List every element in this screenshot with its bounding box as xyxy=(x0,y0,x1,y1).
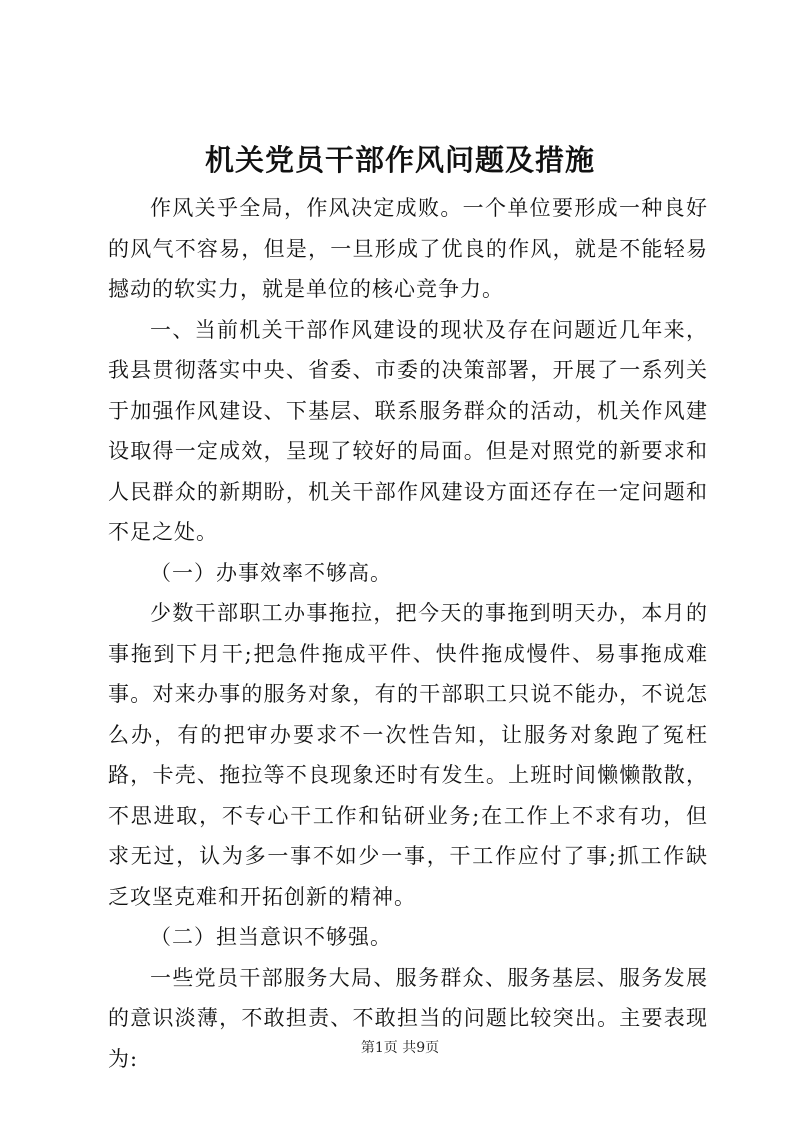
page-footer: 第1页 共9页 xyxy=(360,1040,440,1056)
efficiency-paragraph: 少数干部职工办事拖拉，把今天的事拖到明天办，本月的事拖到下月干;把急件拖成平件、快件拖成慢件、易事拖成难事。对来办事的服务对象，有的干部职工只说不能办，不说怎么办，有的把审办要求不一次性告知，让服务对象跑了冤枉路，卡壳、拖拉等不良现象还时有发生。上班时间懒懒散散，不思进取，不专心干工作和钻研业务;在工作上不求有功，但求无过，认为多一事不如少一事，干工作应付了事;抓工作缺乏攻坚克难和开拓创新的精神。 xyxy=(108,601,708,909)
document-title: 机关党员干部作风问题及措施 xyxy=(204,143,595,177)
responsibility-paragraph: 一些党员干部服务大局、服务群众、服务基层、服务发展的意识淡薄，不敢担责、不敢担当的问题比较突出。主要表现为: xyxy=(108,965,708,1071)
subheading-responsibility: （二）担当意识不够强。 xyxy=(150,925,392,949)
subheading-efficiency: （一）办事效率不够高。 xyxy=(150,560,392,585)
intro-paragraph: 作风关乎全局，作风决定成败。一个单位要形成一种良好的风气不容易，但是，一旦形成了优良的作风，就是不能轻易撼动的软实力，就是单位的核心竞争力。 xyxy=(108,196,708,301)
section-one-paragraph: 一、当前机关干部作风建设的现状及存在问题近几年来，我县贯彻落实中央、省委、市委的决策部署，开展了一系列关于加强作风建设、下基层、联系服务群众的活动，机关作风建设取得一定成效，呈现了较好的局面。但是对照党的新要求和人民群众的新期盼，机关干部作风建设方面还存在一定问题和不足之处。 xyxy=(108,317,708,544)
document-body xyxy=(108,188,708,1079)
